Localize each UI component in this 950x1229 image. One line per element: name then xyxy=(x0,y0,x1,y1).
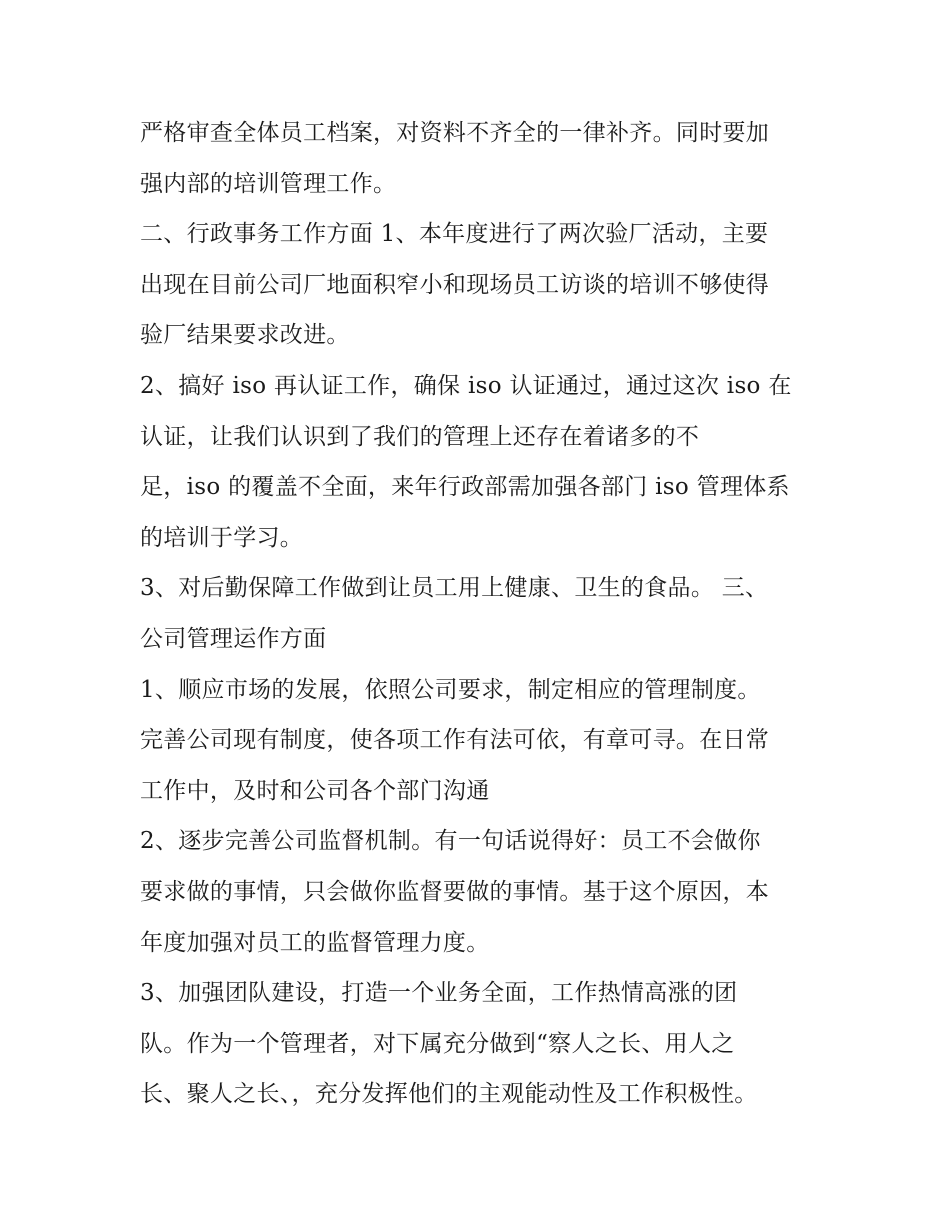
text-line: 足，iso 的覆盖不全面，来年行政部需加强各部门 iso 管理体系 xyxy=(140,474,790,501)
text-line: 1、顺应市场的发展，依照公司要求，制定相应的管理制度。 xyxy=(140,676,761,703)
body-text xyxy=(140,108,820,1120)
text-line: 公司管理运作方面 xyxy=(140,625,327,652)
text-line: 队。作为一个管理者，对下属充分做到“察人之长、用人之 xyxy=(140,1030,735,1057)
text-line: 长、聚人之长、，充分发挥他们的主观能动性及工作积极性。 xyxy=(140,1081,758,1108)
text-line: 二、行政事务工作方面 1、本年度进行了两次验厂活动，主要 xyxy=(140,221,769,248)
text-line: 验厂结果要求改进。 xyxy=(140,322,350,349)
text-line: 强内部的培训管理工作。 xyxy=(140,170,397,197)
text-line: 的培训于学习。 xyxy=(140,524,304,551)
text-line: 3、加强团队建设，打造一个业务全面，工作热情高涨的团 xyxy=(140,980,738,1007)
text-line: 完善公司现有制度，使各项工作有法可依，有章可寻。在日常 xyxy=(140,727,770,754)
text-line: 2、搞好 iso 再认证工作，确保 iso 认证通过，通过这次 iso 在 xyxy=(140,372,792,399)
text-line: 工作中，及时和公司各个部门沟通 xyxy=(140,777,490,804)
text-line: 2、逐步完善公司监督机制。有一句话说得好：员工不会做你 xyxy=(140,828,761,855)
text-line: 出现在目前公司厂地面积窄小和现场员工访谈的培训不够使得 xyxy=(140,271,770,298)
text-line: 年度加强对员工的监督管理力度。 xyxy=(140,929,490,956)
text-line: 认证，让我们认识到了我们的管理上还存在着诸多的不 xyxy=(140,423,700,450)
text-line: 要求做的事情，只会做你监督要做的事情。基于这个原因，本 xyxy=(140,878,770,905)
text-line: 3、对后勤保障工作做到让员工用上健康、卫生的食品。 三、 xyxy=(140,575,769,602)
text-line: 严格审查全体员工档案，对资料不齐全的一律补齐。同时要加 xyxy=(140,120,770,146)
